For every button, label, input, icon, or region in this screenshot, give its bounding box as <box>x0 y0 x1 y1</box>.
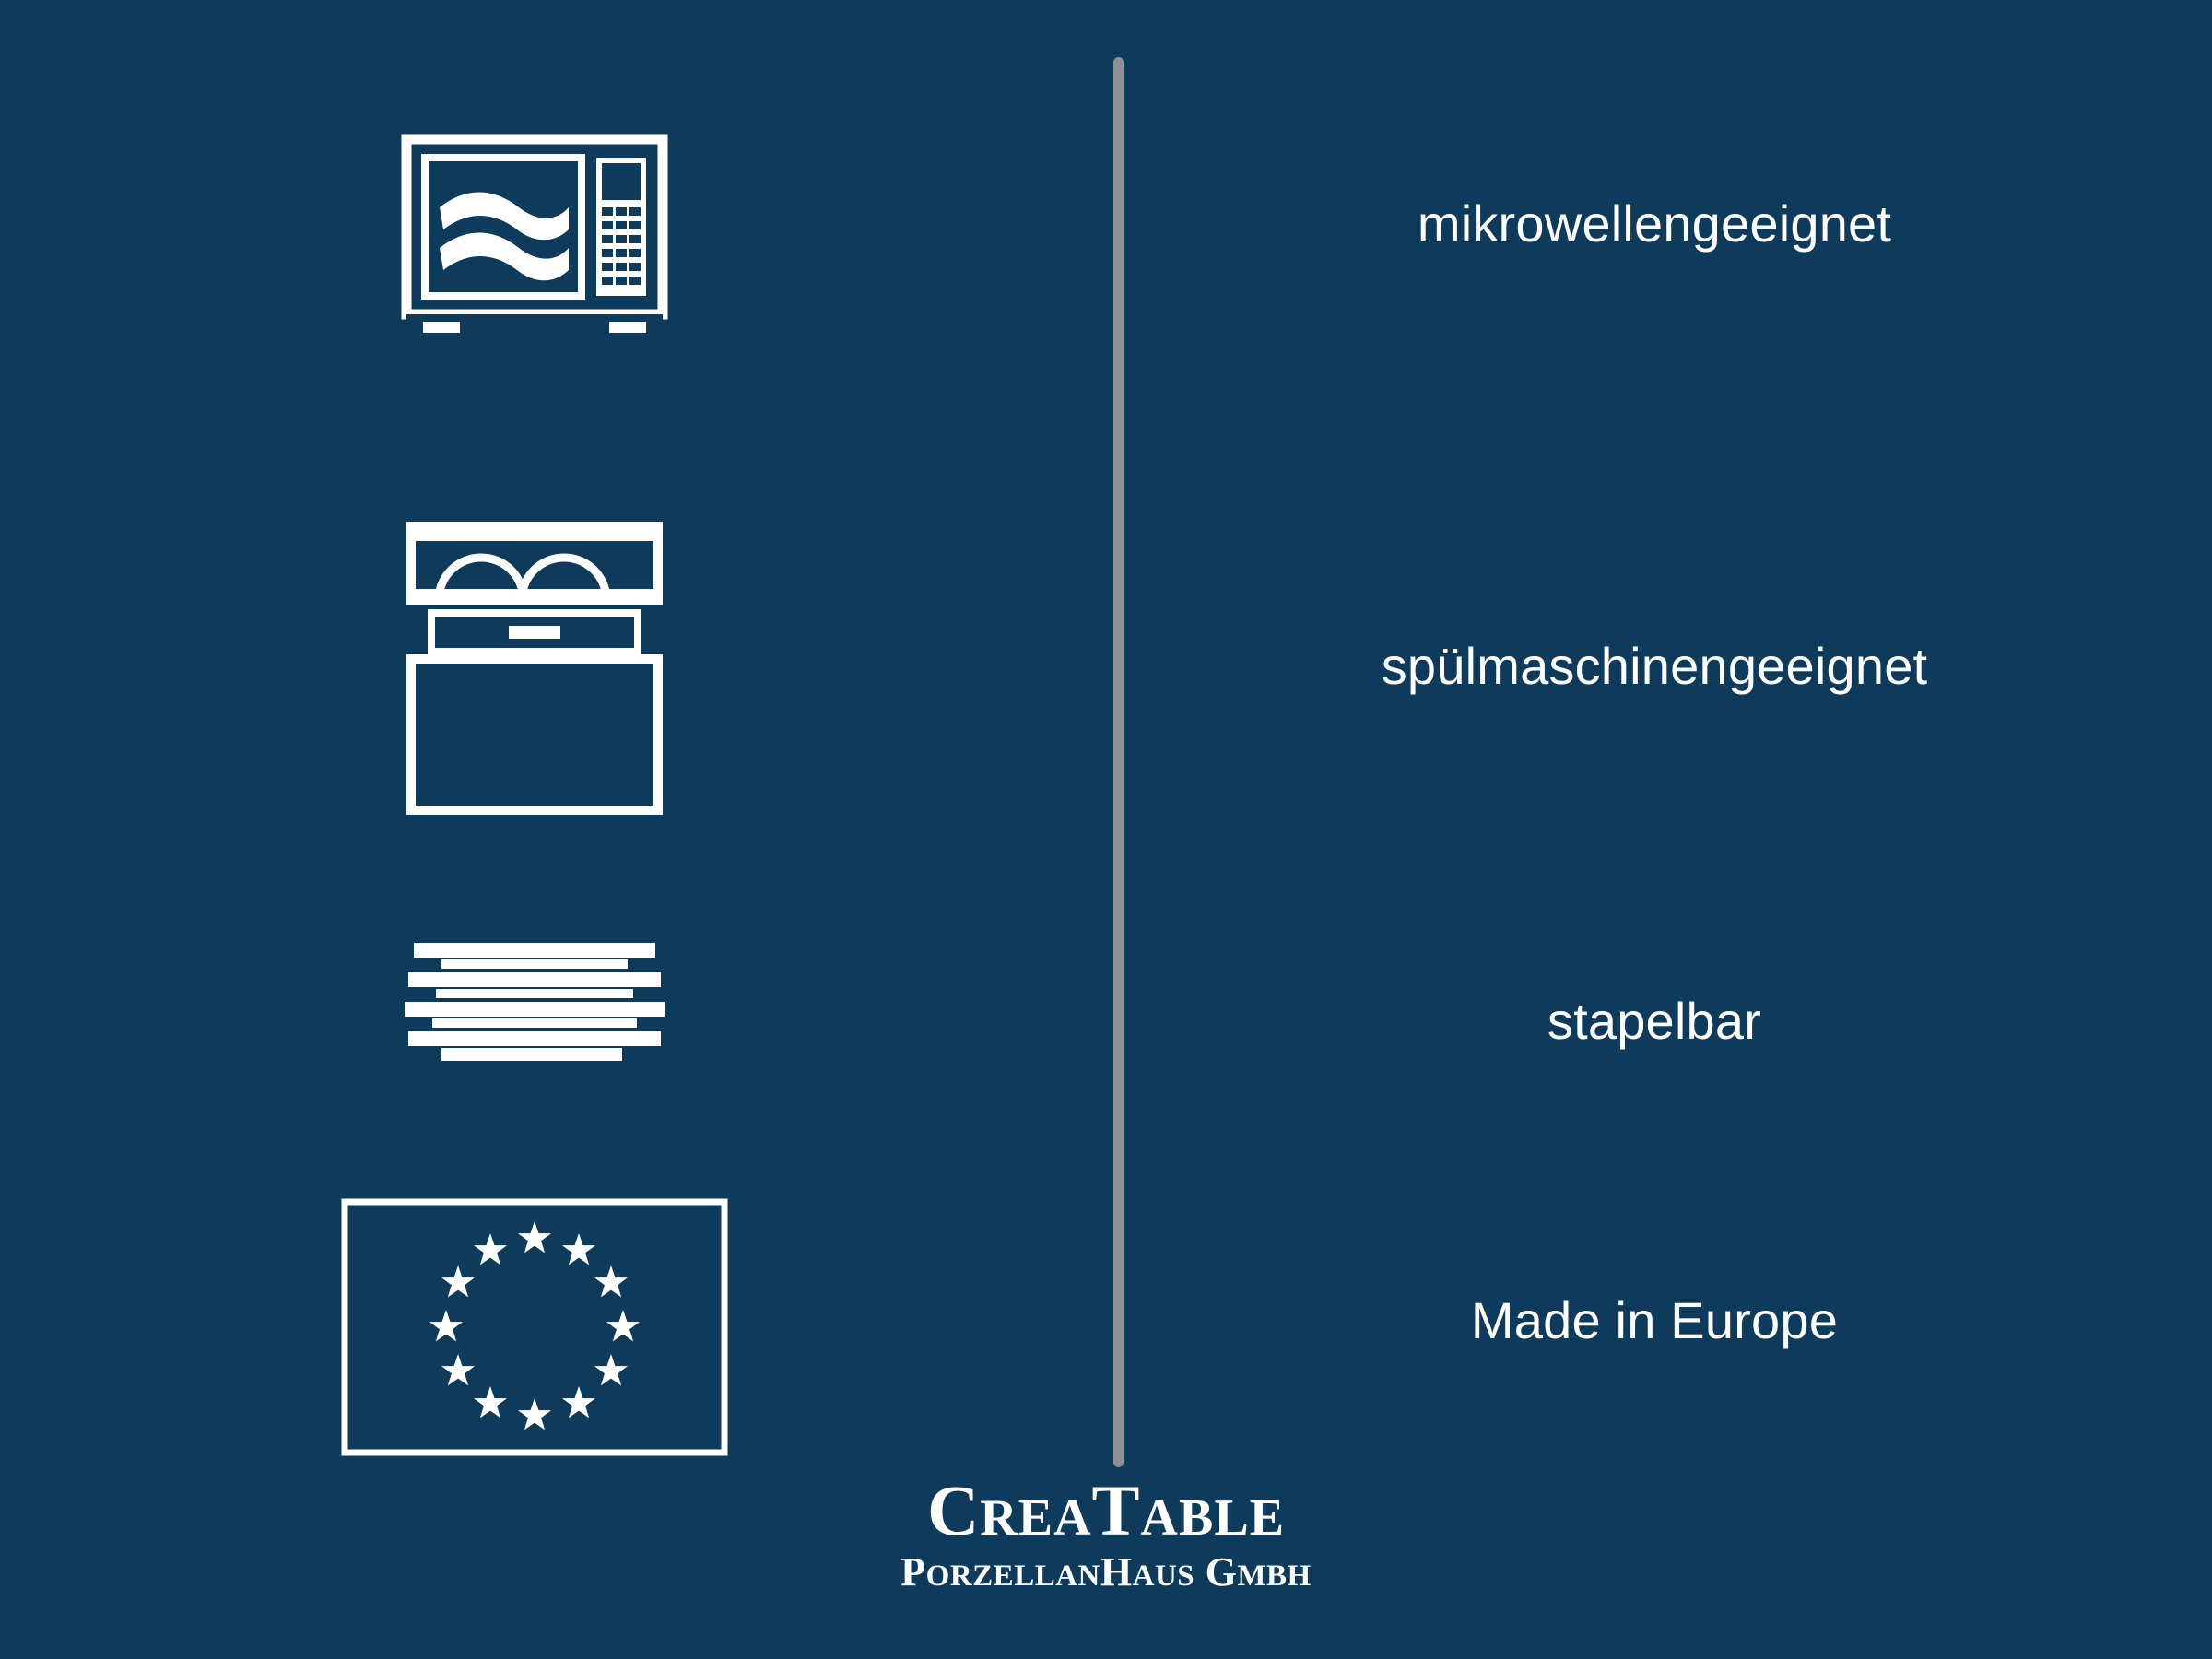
logo-main-rea: REA <box>980 1489 1092 1547</box>
logo-sub-h: H <box>1100 1549 1133 1594</box>
logo-sub-aus: AUS <box>1132 1559 1195 1593</box>
logo-sub-p: P <box>900 1549 926 1594</box>
brand-logo-sub <box>0 1547 2212 1597</box>
feature-label-europe: Made in Europe <box>1470 1291 1839 1349</box>
eu-flag-icon <box>341 1198 728 1456</box>
feature-label-microwave: mikrowellengeeignet <box>1417 194 1892 253</box>
microwave-icon <box>401 134 668 346</box>
stackable-icon-cell <box>332 931 737 1078</box>
logo-sub-g: G <box>1205 1549 1238 1594</box>
microwave-icon-cell <box>332 129 737 350</box>
logo-main-t: T <box>1091 1470 1141 1550</box>
logo-main-able: ABLE <box>1140 1489 1286 1547</box>
logo-sub-mbh: MBH <box>1237 1559 1312 1593</box>
logo-main-c: C <box>926 1470 981 1550</box>
stackable-icon <box>401 935 668 1074</box>
brand-logo <box>0 1470 2212 1597</box>
eu-flag-icon-cell <box>332 1198 737 1456</box>
logo-sub-orzellan: ORZELLAN <box>925 1559 1100 1593</box>
feature-label-dishwasher: spülmaschinengeeignet <box>1381 637 1928 695</box>
dishwasher-icon <box>406 521 664 816</box>
dishwasher-icon-cell <box>332 516 737 820</box>
vertical-divider <box>1113 57 1124 1467</box>
brand-logo-main <box>0 1470 2212 1550</box>
feature-label-stackable: stapelbar <box>1547 992 1762 1050</box>
